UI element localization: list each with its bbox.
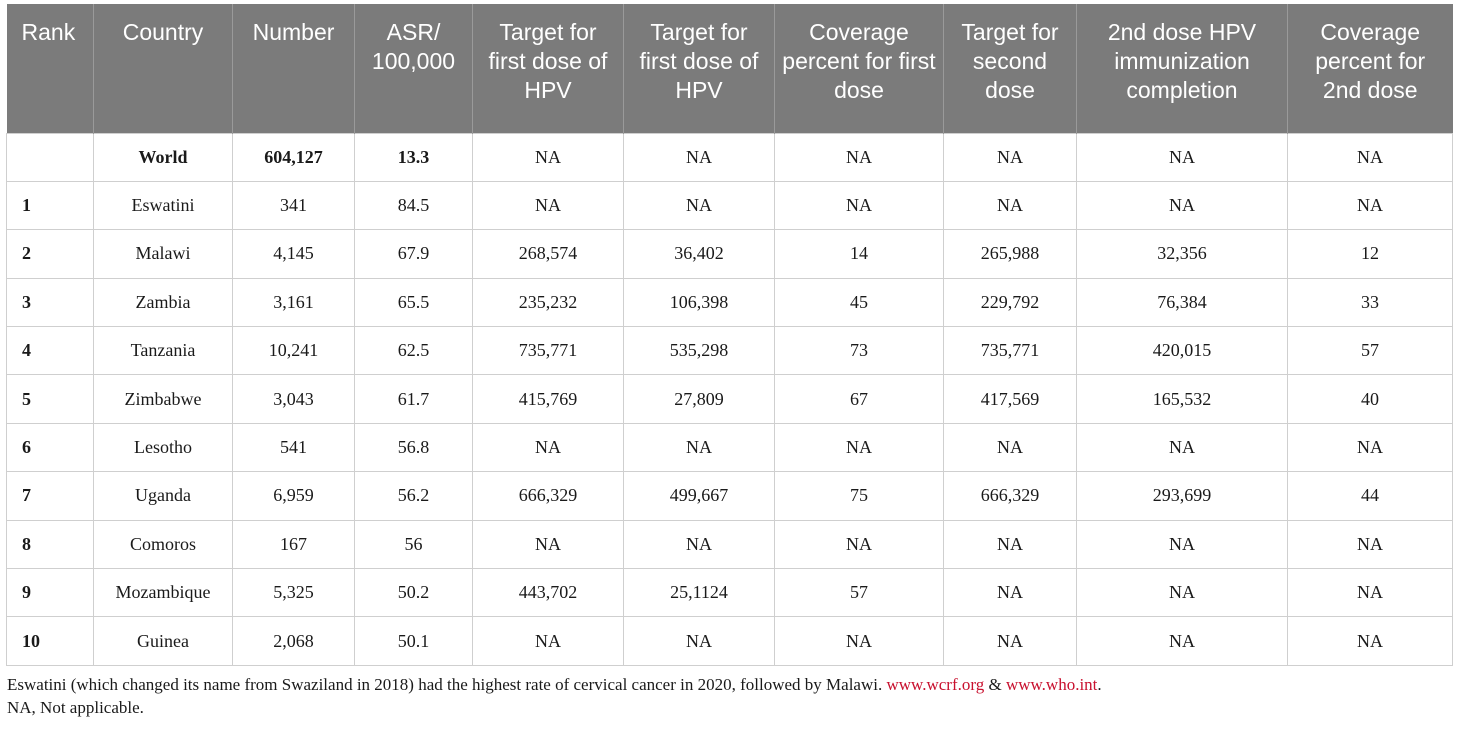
table-cell: NA bbox=[473, 617, 624, 665]
table-cell: NA bbox=[944, 520, 1077, 568]
table-cell: Guinea bbox=[94, 617, 233, 665]
table-cell: 535,298 bbox=[624, 327, 775, 375]
table-cell: 2 bbox=[7, 230, 94, 278]
footnote-period: . bbox=[1097, 674, 1102, 694]
table-cell: 10,241 bbox=[233, 327, 355, 375]
table-cell: NA bbox=[944, 617, 1077, 665]
table-cell: 56.8 bbox=[355, 423, 473, 471]
table-cell: 5,325 bbox=[233, 569, 355, 617]
table-row bbox=[7, 278, 1453, 326]
table-cell: NA bbox=[624, 133, 775, 181]
table-cell: 25,1124 bbox=[624, 569, 775, 617]
table-cell: 3,161 bbox=[233, 278, 355, 326]
table-cell: 65.5 bbox=[355, 278, 473, 326]
table-cell: NA bbox=[775, 133, 944, 181]
table-cell: NA bbox=[944, 569, 1077, 617]
table-body bbox=[7, 133, 1453, 665]
table-cell: NA bbox=[775, 181, 944, 229]
table-cell: 67.9 bbox=[355, 230, 473, 278]
table-cell: 293,699 bbox=[1077, 472, 1288, 520]
table-cell: NA bbox=[944, 181, 1077, 229]
table-cell: 4,145 bbox=[233, 230, 355, 278]
footnote-text: Eswatini (which changed its name from Swaziland in 2018) had the highest rate of cervical cancer in 2020, followed by Malawi. bbox=[7, 674, 883, 694]
table-cell: NA bbox=[1288, 181, 1453, 229]
table-cell: 56 bbox=[355, 520, 473, 568]
table-cell: 73 bbox=[775, 327, 944, 375]
table-cell: NA bbox=[775, 520, 944, 568]
table-cell: 499,667 bbox=[624, 472, 775, 520]
table-cell: NA bbox=[1288, 569, 1453, 617]
table-cell: 27,809 bbox=[624, 375, 775, 423]
table-cell: NA bbox=[1077, 520, 1288, 568]
table-cell: NA bbox=[775, 423, 944, 471]
table-cell: 9 bbox=[7, 569, 94, 617]
column-header-9: Coverage percent for 2nd dose bbox=[1288, 4, 1453, 133]
table-cell: Comoros bbox=[94, 520, 233, 568]
column-header-5: Target for first dose of HPV bbox=[624, 4, 775, 133]
table-cell: 106,398 bbox=[624, 278, 775, 326]
table-row bbox=[7, 520, 1453, 568]
table-cell: 57 bbox=[775, 569, 944, 617]
table-cell: 268,574 bbox=[473, 230, 624, 278]
table-cell: Uganda bbox=[94, 472, 233, 520]
table-cell: 36,402 bbox=[624, 230, 775, 278]
table-cell: 735,771 bbox=[473, 327, 624, 375]
who-link[interactable]: www.who.int bbox=[1005, 674, 1098, 694]
table-cell: 61.7 bbox=[355, 375, 473, 423]
table-cell: 3,043 bbox=[233, 375, 355, 423]
table-cell: 229,792 bbox=[944, 278, 1077, 326]
table-cell: 4 bbox=[7, 327, 94, 375]
table-cell: NA bbox=[624, 520, 775, 568]
ampersand: & bbox=[988, 674, 1002, 694]
table-cell: 14 bbox=[775, 230, 944, 278]
table-cell: NA bbox=[624, 617, 775, 665]
table-cell: 604,127 bbox=[233, 133, 355, 181]
table-cell: Zambia bbox=[94, 278, 233, 326]
table-row bbox=[7, 230, 1453, 278]
table-cell: NA bbox=[1077, 181, 1288, 229]
table-cell: 50.2 bbox=[355, 569, 473, 617]
table-cell: 44 bbox=[1288, 472, 1453, 520]
table-cell: 40 bbox=[1288, 375, 1453, 423]
table-cell: Zimbabwe bbox=[94, 375, 233, 423]
table-cell: 3 bbox=[7, 278, 94, 326]
table-cell: 341 bbox=[233, 181, 355, 229]
table-cell: NA bbox=[775, 617, 944, 665]
document bbox=[6, 4, 1454, 719]
table-cell: NA bbox=[944, 133, 1077, 181]
table-row bbox=[7, 569, 1453, 617]
table-cell: 735,771 bbox=[944, 327, 1077, 375]
table-cell: 62.5 bbox=[355, 327, 473, 375]
table-cell: NA bbox=[1077, 423, 1288, 471]
table-cell: 5 bbox=[7, 375, 94, 423]
table-cell: NA bbox=[1288, 520, 1453, 568]
table-cell: 541 bbox=[233, 423, 355, 471]
table-cell: 13.3 bbox=[355, 133, 473, 181]
table-row bbox=[7, 375, 1453, 423]
table-cell: 56.2 bbox=[355, 472, 473, 520]
table-cell: 7 bbox=[7, 472, 94, 520]
table-cell: NA bbox=[473, 133, 624, 181]
table-cell: 167 bbox=[233, 520, 355, 568]
table-row bbox=[7, 423, 1453, 471]
table-cell: World bbox=[94, 133, 233, 181]
column-header-0: Rank bbox=[7, 4, 94, 133]
table-cell bbox=[7, 133, 94, 181]
table-cell: Mozambique bbox=[94, 569, 233, 617]
table-cell: 443,702 bbox=[473, 569, 624, 617]
table-footnote bbox=[6, 673, 1454, 719]
table-cell: NA bbox=[944, 423, 1077, 471]
table-cell: 235,232 bbox=[473, 278, 624, 326]
column-header-6: Coverage percent for first dose bbox=[775, 4, 944, 133]
table-header bbox=[7, 4, 1453, 133]
table-cell: NA bbox=[473, 520, 624, 568]
table-cell: 32,356 bbox=[1077, 230, 1288, 278]
table-cell: 415,769 bbox=[473, 375, 624, 423]
table-cell: NA bbox=[473, 181, 624, 229]
table-cell: Malawi bbox=[94, 230, 233, 278]
cervical-cancer-table bbox=[6, 4, 1453, 666]
column-header-2: Number bbox=[233, 4, 355, 133]
table-cell: NA bbox=[624, 181, 775, 229]
column-header-3: ASR/ 100,000 bbox=[355, 4, 473, 133]
column-header-4: Target for first dose of HPV bbox=[473, 4, 624, 133]
table-cell: 45 bbox=[775, 278, 944, 326]
table-cell: 10 bbox=[7, 617, 94, 665]
table-cell: 57 bbox=[1288, 327, 1453, 375]
table-row bbox=[7, 617, 1453, 665]
table-cell: 2,068 bbox=[233, 617, 355, 665]
table-cell: NA bbox=[1077, 133, 1288, 181]
footnote-line-1 bbox=[7, 673, 1454, 696]
table-row-world bbox=[7, 133, 1453, 181]
table-cell: NA bbox=[1288, 133, 1453, 181]
table-cell: 666,329 bbox=[473, 472, 624, 520]
table-cell: NA bbox=[1288, 617, 1453, 665]
table-cell: 165,532 bbox=[1077, 375, 1288, 423]
table-cell: 12 bbox=[1288, 230, 1453, 278]
header-row bbox=[7, 4, 1453, 133]
table-cell: NA bbox=[1077, 569, 1288, 617]
table-cell: Lesotho bbox=[94, 423, 233, 471]
table-cell: 75 bbox=[775, 472, 944, 520]
column-header-7: Target for second dose bbox=[944, 4, 1077, 133]
table-cell: Tanzania bbox=[94, 327, 233, 375]
table-cell: 666,329 bbox=[944, 472, 1077, 520]
column-header-8: 2nd dose HPV immunization completion bbox=[1077, 4, 1288, 133]
table-cell: NA bbox=[1077, 617, 1288, 665]
table-cell: 84.5 bbox=[355, 181, 473, 229]
table-cell: NA bbox=[1288, 423, 1453, 471]
wcrf-link[interactable]: www.wcrf.org bbox=[886, 674, 985, 694]
table-cell: 50.1 bbox=[355, 617, 473, 665]
table-cell: 265,988 bbox=[944, 230, 1077, 278]
table-cell: 420,015 bbox=[1077, 327, 1288, 375]
table-row bbox=[7, 181, 1453, 229]
footnote-abbreviation: NA, Not applicable. bbox=[7, 697, 144, 717]
table-row bbox=[7, 472, 1453, 520]
table-cell: Eswatini bbox=[94, 181, 233, 229]
table-cell: 6 bbox=[7, 423, 94, 471]
table-cell: 33 bbox=[1288, 278, 1453, 326]
table-cell: NA bbox=[624, 423, 775, 471]
table-cell: 417,569 bbox=[944, 375, 1077, 423]
table-cell: NA bbox=[473, 423, 624, 471]
table-cell: 1 bbox=[7, 181, 94, 229]
table-row bbox=[7, 327, 1453, 375]
table-cell: 76,384 bbox=[1077, 278, 1288, 326]
column-header-1: Country bbox=[94, 4, 233, 133]
table-cell: 6,959 bbox=[233, 472, 355, 520]
table-cell: 8 bbox=[7, 520, 94, 568]
table-cell: 67 bbox=[775, 375, 944, 423]
